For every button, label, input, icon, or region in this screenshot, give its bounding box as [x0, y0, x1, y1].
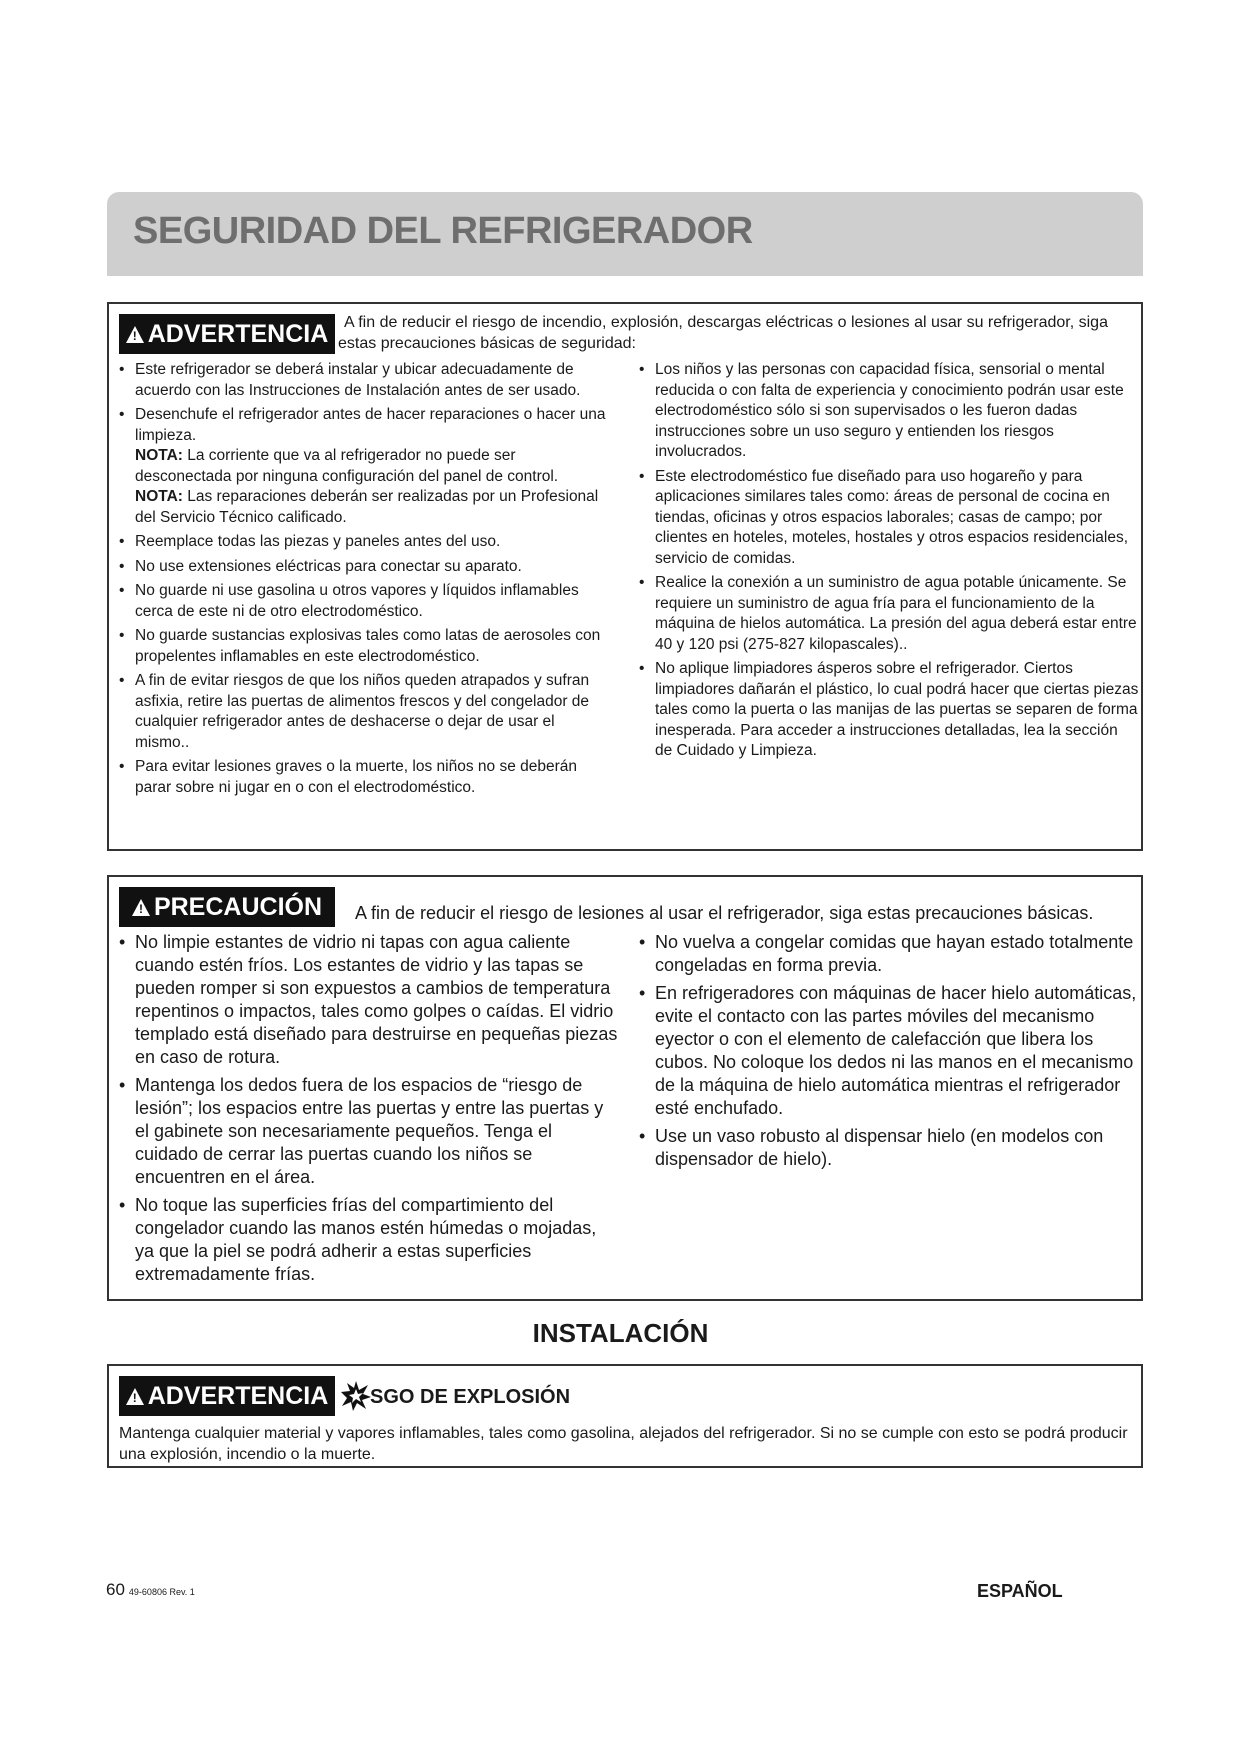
- warning-tag: ! ADVERTENCIA: [119, 1376, 335, 1416]
- warning-intro: A fin de reducir el riesgo de incendio, explosión, descargas eléctricas o lesiones al usar su refrigerador, siga estas precauciones básicas de seguridad:: [338, 314, 1108, 352]
- list-item: • Este refrigerador se deberá instalar y ubicar adecuadamente de acuerdo con las Instrucciones de Instalación antes de ser usado.: [109, 360, 609, 401]
- page-title: SEGURIDAD DEL REFRIGERADOR: [133, 210, 753, 252]
- warning-left-list: [109, 360, 609, 802]
- list-item: • A fin de evitar riesgos de que los niños queden atrapados y sufran asfixia, retire las puertas de alimentos frescos y del congelador de cualquier refrigerador antes de deshacerse o dejar de usar el mismo..: [109, 671, 609, 753]
- list-item: • No limpie estantes de vidrio ni tapas con agua caliente cuando estén fríos. Los estantes de vidrio y las tapas se pueden romper si son expuestos a cambios de temperatura repentinos o impactos, tales como golpes o caídas. El vidrio templado está diseñado para destruirse en pequeñas piezas en caso de rotura.: [109, 931, 619, 1069]
- list-item: • Realice la conexión a un suministro de agua potable únicamente. Se requiere un suministro de agua fría para el funcionamiento de la máquina de hielos automática. La presión del agua deberá estar entre 40 y 120 psi (275-827 kilopascales)..: [629, 573, 1139, 655]
- warning-triangle-icon: [126, 326, 144, 343]
- warning-tag: ! ADVERTENCIA: [119, 314, 335, 354]
- list-item: • Los niños y las personas con capacidad física, sensorial o mental reducida o con falta de experiencia y conocimiento podrán usar este electrodoméstico sólo si son supervisados o les fueron dadas instrucciones sobre un uso seguro y entienden los riesgos involucrados.: [629, 360, 1139, 463]
- caution-left-list: [109, 931, 619, 1291]
- installation-warning-box: [107, 1364, 1143, 1468]
- list-item: • No aplique limpiadores ásperos sobre el refrigerador. Ciertos limpiadores dañarán el plástico, lo cual podrá hacer que ciertas piezas tales como la puerta o las manijas de las puertas se separen de forma inesperada. Para acceder a instrucciones detalladas, lea la sección de Cuidado y Limpieza.: [629, 659, 1139, 762]
- note: NOTA: Las reparaciones deberán ser realizadas por un Profesional del Servicio Técnico calificado.: [135, 488, 599, 526]
- list-item: • Este electrodoméstico fue diseñado para uso hogareño y para aplicaciones similares tales como: áreas de personal de cocina en tiendas, oficinas y otros espacios laborales; casas de campo; por clientes en hoteles, moteles, hostales y otros espacios residenciales, servicio de comidas.: [629, 467, 1139, 570]
- warning-box: [107, 302, 1143, 851]
- warning-right-list: [629, 360, 1139, 766]
- hazard-title: SGO DE EXPLOSIÓN: [370, 1386, 571, 1408]
- section-banner: [107, 192, 1143, 276]
- caution-intro: A fin de reducir el riesgo de lesiones al usar el refrigerador, siga estas precauciones básicas.: [355, 903, 1094, 923]
- list-item: • En refrigeradores con máquinas de hacer hielo automáticas, evite el contacto con las partes móviles del mecanismo eyector o con el elemento de calefacción que libera los cubos. No coloque los dedos ni las manos en el mecanismo de la máquina de hielo automática mientras el refrigerador esté enchufado.: [629, 982, 1141, 1120]
- caution-box: [107, 875, 1143, 1301]
- explosion-icon: [340, 1380, 372, 1412]
- page-number: 60 49-60806 Rev. 1: [106, 1580, 195, 1599]
- list-item: • Reemplace todas las piezas y paneles antes del uso.: [109, 532, 609, 553]
- caution-right-list: [629, 931, 1141, 1176]
- installation-text: Mantenga cualquier material y vapores inflamables, tales como gasolina, alejados del refrigerador. Si no se cumple con esto se podrá producir una explosión, incendio o la muerte.: [119, 1425, 1128, 1463]
- list-item: • No guarde sustancias explosivas tales como latas de aerosoles con propelentes inflamables en este electrodoméstico.: [109, 626, 609, 667]
- list-item: • No guarde ni use gasolina u otros vapores y líquidos inflamables cerca de este ni de otro electrodoméstico.: [109, 581, 609, 622]
- language-label: ESPAÑOL: [977, 1581, 1063, 1601]
- list-item: • Desenchufe el refrigerador antes de hacer reparaciones o hacer una limpieza. NOTA: La corriente que va al refrigerador no puede ser desconectada por ninguna configuración del panel de control. NOTA: Las reparaciones deberán ser realizadas por un Profesional del Servicio Técnico calificado.: [109, 405, 609, 528]
- warning-triangle-icon: [132, 899, 150, 916]
- note: NOTA: La corriente que va al refrigerador no puede ser desconectada por ninguna configuración del panel de control.: [135, 447, 559, 485]
- list-item: • Mantenga los dedos fuera de los espacios de “riesgo de lesión”; los espacios entre las puertas y entre las puertas y el gabinete son necesariamente pequeños. Tenga el cuidado de cerrar las puertas cuando los niños se encuentren en el área.: [109, 1074, 619, 1189]
- doc-code: 49-60806 Rev. 1: [128, 1587, 195, 1597]
- list-item: • No vuelva a congelar comidas que hayan estado totalmente congeladas en forma previa.: [629, 931, 1141, 977]
- list-item: • No toque las superficies frías del compartimiento del congelador cuando las manos estén húmedas o mojadas, ya que la piel se podrá adherir a estas superficies extremadamente frías.: [109, 1194, 619, 1286]
- list-item: • Use un vaso robusto al dispensar hielo (en modelos con dispensador de hielo).: [629, 1125, 1141, 1171]
- caution-tag: ! PRECAUCIÓN: [119, 887, 335, 927]
- list-item: • Para evitar lesiones graves o la muerte, los niños no se deberán parar sobre ni jugar en o con el electrodoméstico.: [109, 757, 609, 798]
- warning-triangle-icon: [126, 1388, 144, 1405]
- list-item: • No use extensiones eléctricas para conectar su aparato.: [109, 557, 609, 578]
- installation-title: INSTALACIÓN: [532, 1318, 709, 1348]
